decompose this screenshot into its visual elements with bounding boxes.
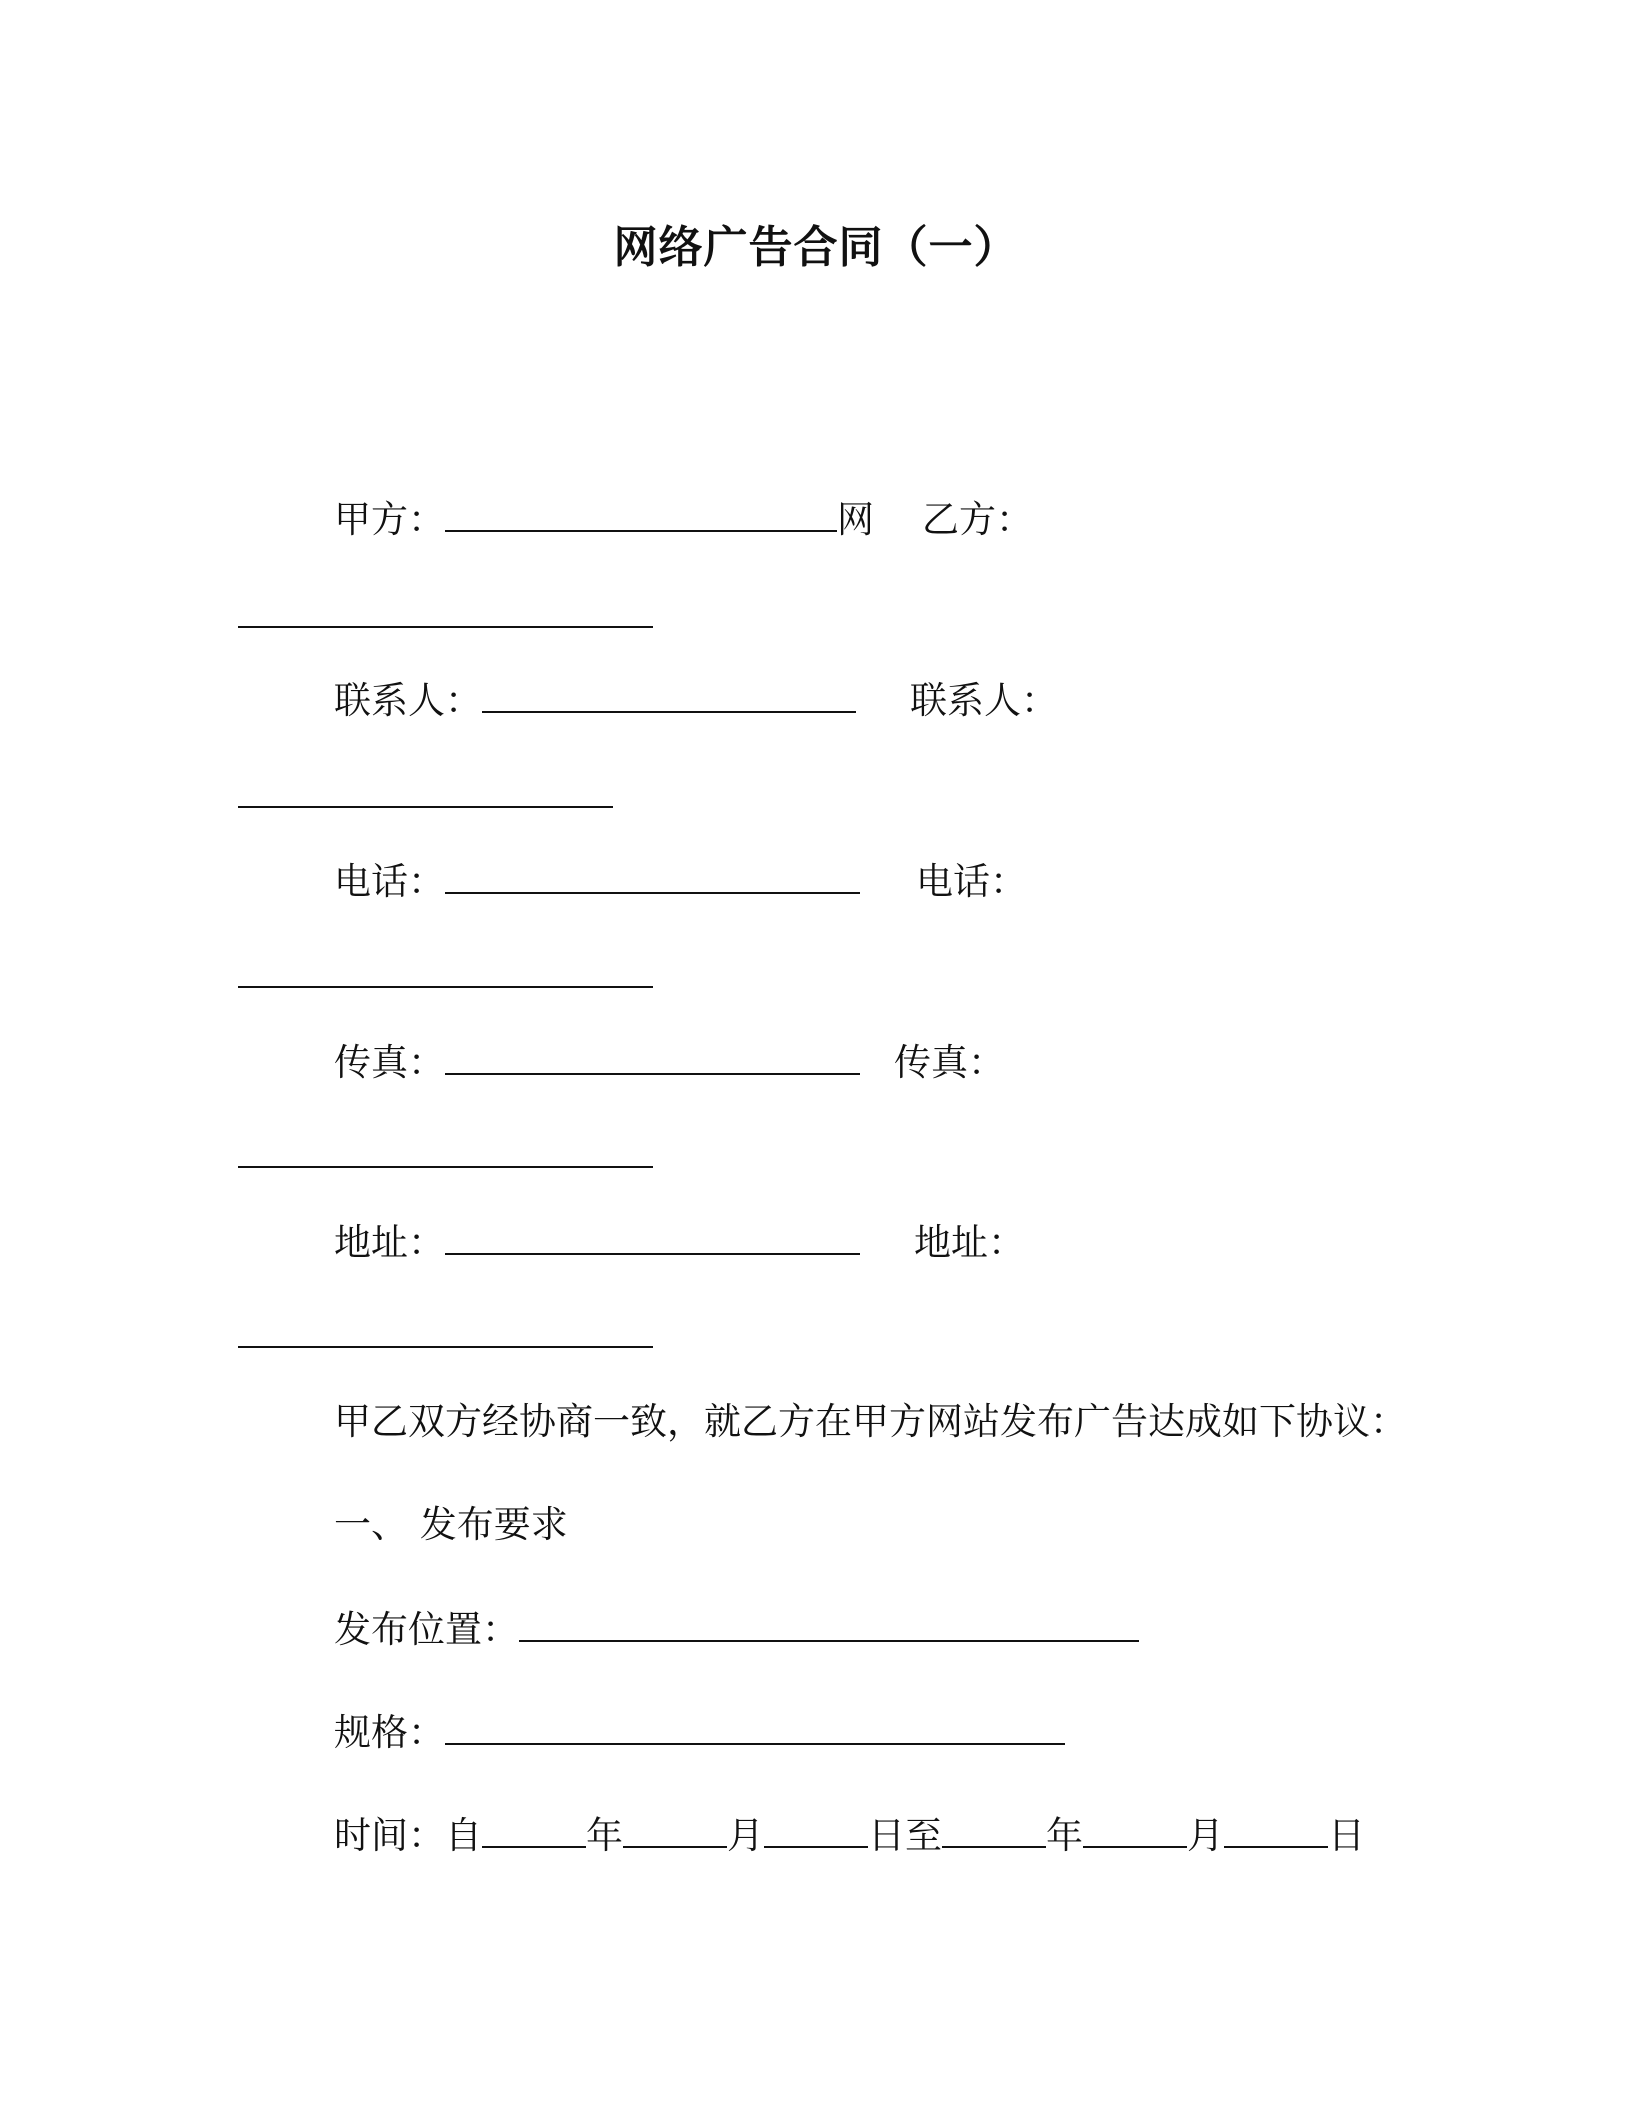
contact-b-blank[interactable] xyxy=(238,770,613,808)
party-a-suffix: 网 xyxy=(837,498,874,541)
contact-b-line xyxy=(238,770,613,821)
start-year-blank[interactable] xyxy=(482,1810,586,1848)
fax-a-label: 传真： xyxy=(334,1041,445,1084)
phone-line xyxy=(334,856,1027,907)
fax-b-label: 传真： xyxy=(894,1041,1005,1084)
address-a-blank[interactable] xyxy=(445,1217,860,1255)
party-line xyxy=(334,494,1033,545)
end-month-label: 月 xyxy=(1187,1814,1224,1857)
end-year-blank[interactable] xyxy=(942,1810,1046,1848)
spec-line xyxy=(334,1707,1065,1758)
start-year-label: 年 xyxy=(586,1814,623,1857)
day-to-label: 日至 xyxy=(868,1814,942,1857)
party-b-label: 乙方： xyxy=(922,498,1033,541)
contact-a-label: 联系人： xyxy=(334,679,482,722)
spec-label: 规格： xyxy=(334,1711,445,1754)
party-b-line xyxy=(238,590,653,641)
start-month-blank[interactable] xyxy=(623,1810,727,1848)
section-1-heading: 一、 发布要求 xyxy=(334,1503,568,1546)
fax-b-line xyxy=(238,1130,653,1181)
fax-b-blank[interactable] xyxy=(238,1130,653,1168)
start-day-blank[interactable] xyxy=(764,1810,868,1848)
phone-b-label: 电话： xyxy=(916,860,1027,903)
end-year-label: 年 xyxy=(1046,1814,1083,1857)
position-blank[interactable] xyxy=(519,1604,1139,1642)
address-b-line xyxy=(238,1310,653,1361)
time-label: 时间：自 xyxy=(334,1814,482,1857)
party-a-label: 甲方： xyxy=(334,498,445,541)
party-a-blank[interactable] xyxy=(445,494,837,532)
fax-line xyxy=(334,1037,1005,1088)
page-title: 网络广告合同（一） xyxy=(613,222,1019,273)
end-day-blank[interactable] xyxy=(1224,1810,1328,1848)
address-a-label: 地址： xyxy=(334,1221,445,1264)
intro-paragraph: 甲乙双方经协商一致，就乙方在甲方网站发布广告达成如下协议： xyxy=(334,1400,1407,1443)
address-b-blank[interactable] xyxy=(238,1310,653,1348)
phone-b-line xyxy=(238,950,653,1001)
end-month-blank[interactable] xyxy=(1083,1810,1187,1848)
position-label: 发布位置： xyxy=(334,1608,519,1651)
phone-a-blank[interactable] xyxy=(445,856,860,894)
phone-b-blank[interactable] xyxy=(238,950,653,988)
address-b-label: 地址： xyxy=(914,1221,1025,1264)
start-month-label: 月 xyxy=(727,1814,764,1857)
fax-a-blank[interactable] xyxy=(445,1037,860,1075)
phone-a-label: 电话： xyxy=(334,860,445,903)
party-b-blank[interactable] xyxy=(238,590,653,628)
position-line xyxy=(334,1604,1139,1655)
contact-b-label: 联系人： xyxy=(910,679,1058,722)
end-day-label: 日 xyxy=(1328,1814,1365,1857)
address-line xyxy=(334,1217,1025,1268)
contact-line xyxy=(334,675,1058,726)
time-line xyxy=(334,1810,1365,1861)
spec-blank[interactable] xyxy=(445,1707,1065,1745)
contact-a-blank[interactable] xyxy=(482,675,856,713)
